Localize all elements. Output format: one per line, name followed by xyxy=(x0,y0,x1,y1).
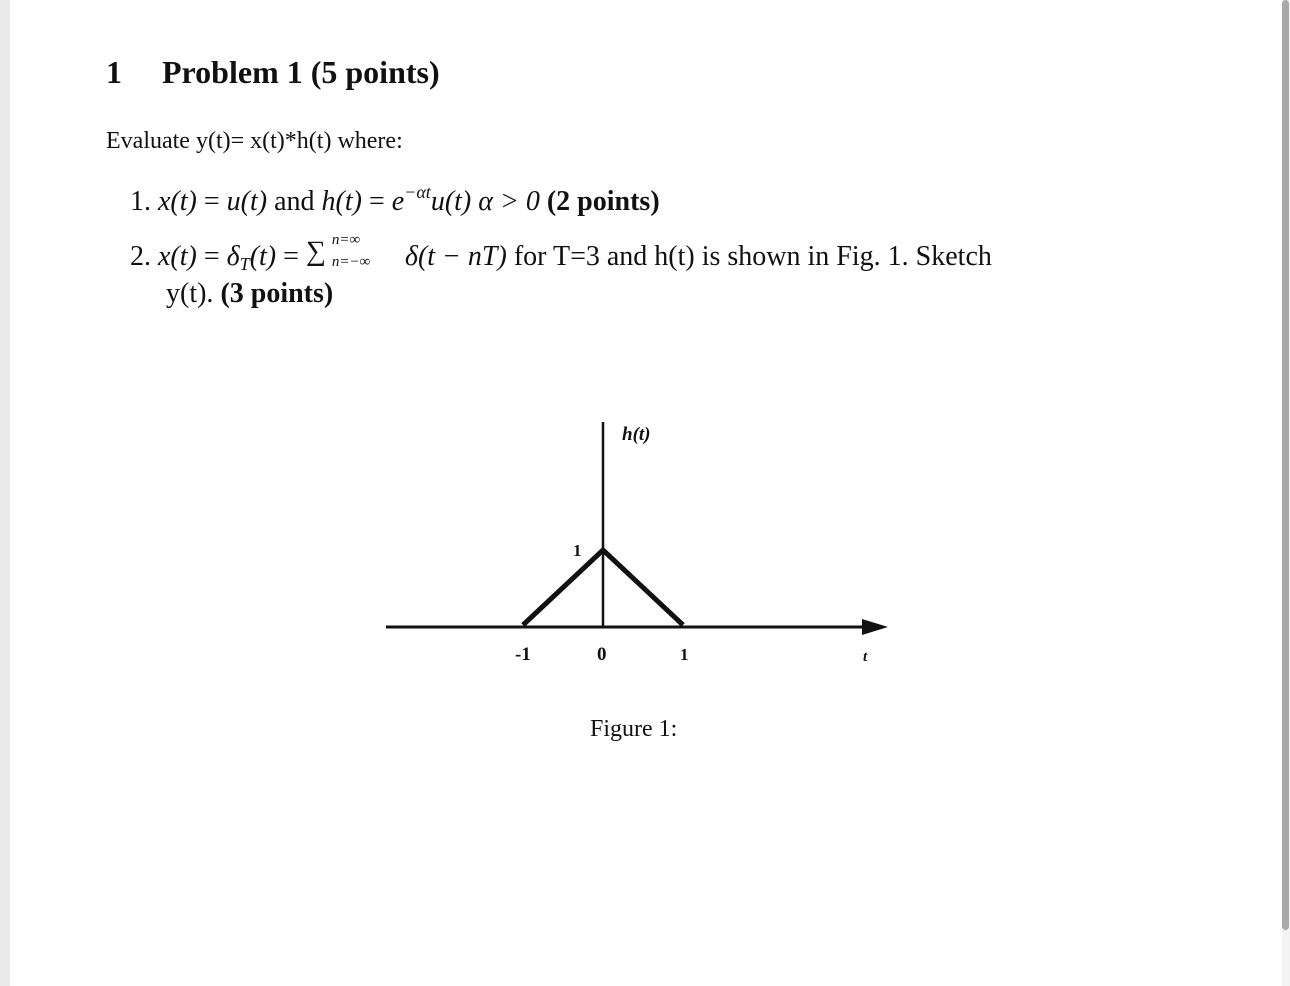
sigma-symbol: ∑ xyxy=(305,236,326,267)
alpha-condition: α > 0 xyxy=(478,186,540,217)
equals-sign: = xyxy=(203,241,220,272)
item-marker: 1. xyxy=(130,186,151,217)
h-lhs: h(t) xyxy=(321,186,362,217)
tick-label-0: 0 xyxy=(597,644,607,665)
figure-caption: Figure 1: xyxy=(590,716,678,742)
item-marker: 2. xyxy=(130,241,151,272)
triangle-pulse xyxy=(523,550,683,625)
exp-base: e xyxy=(391,186,405,217)
summation xyxy=(305,232,398,270)
equals-sign: = xyxy=(203,186,220,217)
x-axis-label: t xyxy=(863,649,868,665)
item-2-text: for T=3 and h(t) is shown in Fig. 1. Sketch xyxy=(513,241,992,272)
tick-label-1: 1 xyxy=(680,645,689,664)
problem-item-1 xyxy=(130,182,660,218)
sum-term: δ(t − nT) xyxy=(404,241,507,272)
scrollbar-thumb[interactable] xyxy=(1282,0,1289,930)
document-page xyxy=(10,0,1282,986)
impulse-train-arg: (t) xyxy=(249,241,277,272)
peak-value-label: 1 xyxy=(573,541,582,560)
unit-step-2: u(t) xyxy=(430,186,472,217)
x-lhs: x(t) xyxy=(158,241,197,272)
y-t-text: y(t). xyxy=(166,278,214,309)
section-number: 1 xyxy=(106,54,122,90)
impulse-train-subscript: T xyxy=(239,254,250,274)
problem-item-2 xyxy=(130,232,992,275)
y-axis-label: h(t) xyxy=(622,424,651,445)
tick-label-minus-1: -1 xyxy=(515,644,531,665)
points-label: (3 points) xyxy=(220,278,334,309)
section-heading xyxy=(106,54,440,91)
equals-sign: = xyxy=(368,186,385,217)
points-label: (2 points) xyxy=(546,186,660,217)
scrollbar[interactable] xyxy=(1282,0,1290,986)
sum-lower-limit: n=−∞ xyxy=(331,254,371,270)
equals-sign: = xyxy=(283,241,299,272)
x-lhs: x(t) xyxy=(158,186,197,217)
intro-text: Evaluate y(t)= x(t)*h(t) where: xyxy=(106,128,403,154)
unit-step: u(t) xyxy=(226,186,268,217)
problem-item-2-continued xyxy=(166,278,333,310)
impulse-train: δ xyxy=(226,241,240,272)
sum-upper-limit: n=∞ xyxy=(331,232,361,248)
exp-power: −αt xyxy=(404,182,431,202)
x-axis-arrowhead xyxy=(862,619,888,635)
and-word: and xyxy=(274,186,315,217)
section-title-text: Problem 1 (5 points) xyxy=(162,54,440,90)
